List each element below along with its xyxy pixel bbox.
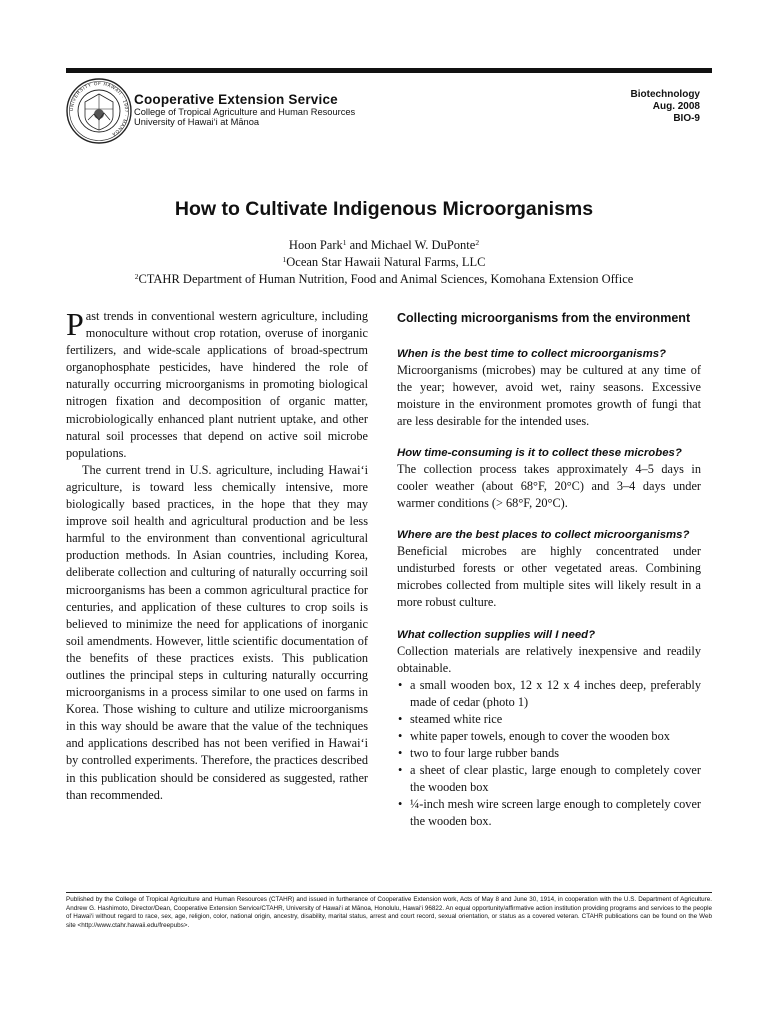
question-heading: Where are the best places to collect microorganisms? [397,529,690,542]
list-item: • two to four large rubber bands [397,745,701,762]
list-item: • ¼-inch mesh wire screen large enough to completely cover the wooden box. [397,796,701,830]
answer-paragraph: Collection materials are relatively inexpensive and readily obtainable. [397,643,701,675]
affiliation-1: $^1$Ocean Star Hawaii Natural Farms, LLC [282,255,486,269]
series-name: Biotechnology [630,89,700,100]
affiliation-2: $^2$CTAHR Department of Human Nutrition, Food and Animal Sciences, Komohana Extension Office [134,272,634,286]
intro-paragraph: Past trends in conventional western agriculture, including monoculture without crop rotation, overuse of inorganic fertilizers, and wide-scale applications of broad-spectrum organophosphate pesticides, have hindered the role of naturally occurring microorganisms in promoting biological nitrogen fixation and decomposition of organic matter, microbiologically enhanced plant nutrient uptake, and other natural soil processes that depend on active soil microbe populations. [66,306,368,460]
page-title: How to Cultivate Indigenous Microorganisms [174,198,594,220]
list-item: • a small wooden box, 12 x 12 x 4 inches deep, preferably made of cedar (photo 1) [397,677,701,711]
org-university: University of Hawai‘i at Mānoa [134,117,260,127]
organization-block [134,93,355,127]
org-name: Cooperative Extension Service [134,92,338,107]
supplies-list [397,677,701,831]
drop-cap: P [66,306,84,342]
series-date: Aug. 2008 [652,101,700,112]
right-column [397,311,701,831]
series-code: BIO-9 [673,113,700,124]
header-rule [66,68,712,73]
author-names: Hoon Park$^1$ and Michael W. DuPonte$^2$ [288,238,480,252]
seal-text: UNIVERSITY OF HAWAII · 1907 · MANOA [68,80,130,138]
footer-text: Published by the College of Tropical Agriculture and Human Resources (CTAHR) and issued in furtherance of Cooperative Extension work, Acts of May 8 and June 30, 1914, in cooperation with the U.S. Department of Agriculture. Andrew G. Hashimoto, Director/Dean, Cooperative Extension Service/CTAHR, University of Hawai‘i at Mānoa, Honolulu, Hawai‘i 96822. An equal opportunity/affirmative action institution providing programs and services to the people of Hawai‘i without regard to race, sex, age, religion, color, national origin, ancestry, disability, marital status, arrest and court record, sexual orientation, or status as a covered veteran. CTAHR publications can be found on the Web site <http://www.ctahr.hawaii.edu/freepubs>. [66,896,712,929]
list-item: • steamed white rice [397,711,701,728]
answer-paragraph: Beneficial microbes are highly concentrated under undisturbed forests or other vegetated areas. Combining microbes collected from multiple sites will likely result in a more robust culture. [397,544,701,610]
university-seal-icon [66,78,132,144]
answer-paragraph: Microorganisms (microbes) may be cultured at any time of the year; however, avoid wet, rainy seasons. Excessive moisture in the environment promotes growth of fungi that are less desirable for the intended uses. [397,362,701,428]
footer-rule [66,892,712,893]
list-item: • a sheet of clear plastic, large enough to completely cover the wooden box [397,762,701,796]
answer-paragraph: The collection process takes approximately 4–5 days in cooler weather (about 68°F, 20°C) and 3–4 days under warmer conditions (> 68°F, 20°C). [397,461,701,511]
list-item: • white paper towels, enough to cover the wooden box [397,728,701,745]
question-heading: What collection supplies will I need? [397,628,596,641]
body-paragraph: The current trend in U.S. agriculture, including Hawai‘i agriculture, is toward less chemically intensive, more biologically based practices, in the hope that they may improve soil health and agricultural production and be less harmful to the environment than conventional agricultural production methods. In Asian countries, including Korea, deliberate collection and culturing of naturally occurring soil microorganisms has been a common agricultural practice for centuries, and application of these cultures to crop soils is believed to minimize the need for applications of inorganic soil amendments. However, little scientific documentation of the benefits of these practices exists. This publication outlines the principal steps in culturing naturally occurring microorganisms in a process similar to one used on farms in Korea. Those wishing to culture and utilize microorganisms in this way should be aware that the value of the techniques and applications described has not been verified in Hawai‘i by controlled experiments. Therefore, the practices described in this publication should be considered as suggested, rather than recommended. [66,462,368,802]
section-heading: Collecting microorganisms from the environment [397,311,691,325]
question-heading: When is the best time to collect microorganisms? [397,347,666,360]
series-info [631,89,700,125]
question-heading: How time-consuming is it to collect these microbes? [397,446,682,459]
author-block [0,237,768,288]
org-college: College of Tropical Agriculture and Human Resources [134,107,356,117]
left-column [66,308,368,804]
